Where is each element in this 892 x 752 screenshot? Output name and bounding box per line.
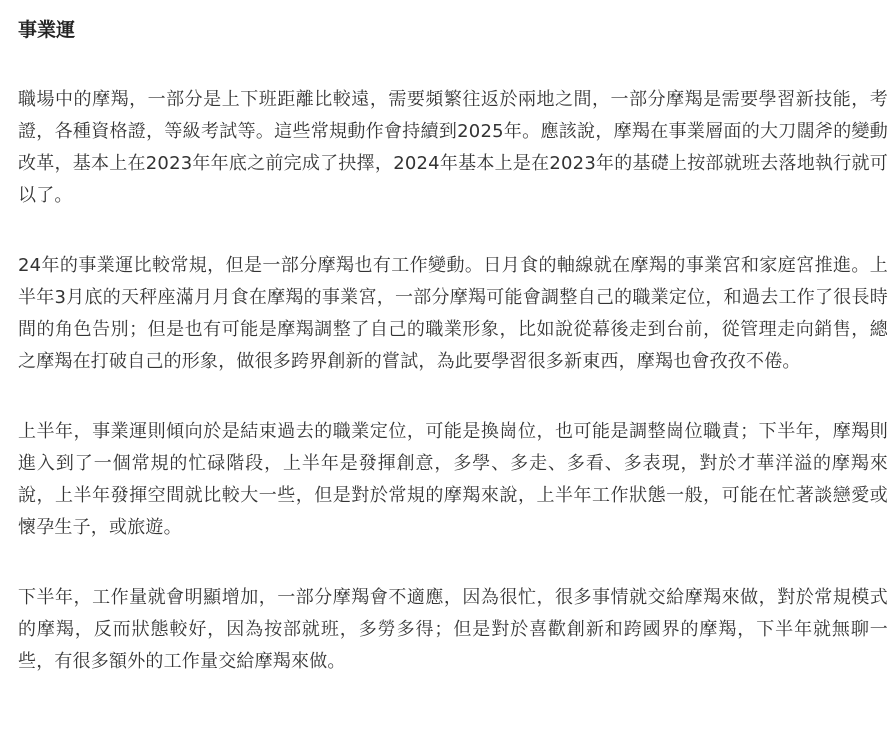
section-heading: 事業運 — [18, 19, 76, 41]
paragraph-career-change: 24年的事業運比較常規，但是一部分摩羯也有工作變動。日月食的軸線就在摩羯的事業宮和家庭宮推進。上半年3月底的天秤座滿月月食在摩羯的事業宮，一部分摩羯可能會調整自己的職業定位，和過去工作了很長時間的角色告別；但是也有可能是摩羯調整了自己的職業形象，比如說從幕後走到台前，從管理走向銷售，總之摩羯在打破自己的形象，做很多跨界創新的嘗試，為此要學習很多新東西，摩羯也會孜孜不倦。 — [18, 255, 888, 372]
paragraph-second-half: 下半年，工作量就會明顯增加，一部分摩羯會不適應，因為很忙，很多事情就交給摩羯來做，對於常規模式的摩羯，反而狀態較好，因為按部就班，多勞多得；但是對於喜歡創新和跨國界的摩羯，下半年就無聊一些，有很多額外的工作量交給摩羯來做。 — [18, 587, 888, 672]
paragraph-commute-skills: 職場中的摩羯，一部分是上下班距離比較遠，需要頻繁往返於兩地之間，一部分摩羯是需要學習新技能，考證，各種資格證，等級考試等。這些常規動作會持續到2025年。應該說，摩羯在事業層面的大刀闊斧的變動改革，基本上在2023年年底之前完成了抉擇，2024年基本上是在2023年的基礎上按部就班去落地執行就可以了。 — [18, 89, 888, 206]
paragraph-first-half: 上半年，事業運則傾向於是結束過去的職業定位，可能是換崗位，也可能是調整崗位職責；下半年，摩羯則進入到了一個常規的忙碌階段，上半年是發揮創意，多學、多走、多看、多表現，對於才華洋溢的摩羯來說，上半年發揮空間就比較大一些，但是對於常規的摩羯來說，上半年工作狀態一般，可能在忙著談戀愛或懷孕生子，或旅遊。 — [18, 421, 888, 538]
